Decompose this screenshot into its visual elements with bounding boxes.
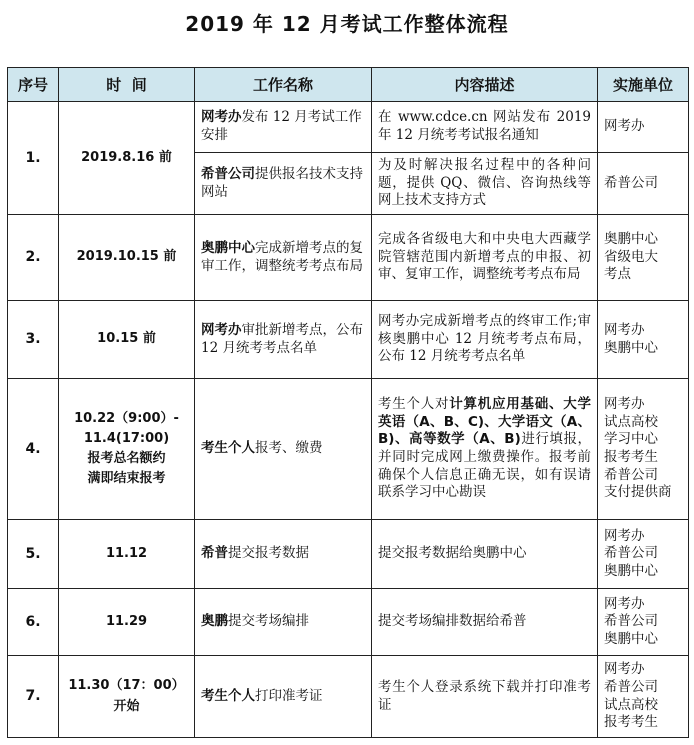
row-unit: 网考办 希普公司 奥鹏中心 [598,589,689,656]
desc-text: 进行填报，并同时完成网上缴费操作。报考前确保个人信息正确无误，如有误请联系学习中心勘误 [378,431,592,501]
table-row [8,656,689,738]
row-time [59,656,195,738]
row-time: 2019.8.16 前 [59,102,195,215]
work-actor: 考生个人 [201,440,255,457]
table-row [8,520,689,589]
work-text: 完成新增考点的复审工作，调整统考考点布局 [201,239,363,274]
row-work [195,520,372,589]
row-unit: 希普公司 [598,153,689,215]
row-desc [372,379,598,520]
row-time [59,379,195,520]
row-desc: 提交考场编排数据给希普 [372,589,598,656]
row-unit: 网考办 希普公司 试点高校 报考考生 [598,656,689,738]
work-text: 报考、缴费 [255,440,323,457]
row-number: 4. [8,379,59,520]
row-unit: 奥鹏中心 省级电大 考点 [598,215,689,301]
row-number: 2. [8,215,59,301]
header-desc: 内容描述 [372,68,598,102]
work-text: 提交考场编排 [228,613,309,630]
table-header-row [8,68,689,102]
row-number: 6. [8,589,59,656]
work-text: 提供报名技术支持网站 [201,165,363,200]
work-actor: 网考办 [201,109,242,126]
row-desc: 提交报考数据给奥鹏中心 [372,520,598,589]
row-time: 2019.10.15 前 [59,215,195,301]
work-text: 打印准考证 [255,687,323,704]
row-desc: 考生个人登录系统下载并打印准考证 [372,656,598,738]
table-row [8,215,689,301]
work-text: 提交报考数据 [228,545,309,562]
row-unit: 网考办 试点高校 学习中心 报考考生 希普公司 支付提供商 [598,379,689,520]
time-line: 10.22（9:00）- [74,410,179,426]
header-time: 时 间 [59,68,195,102]
desc-text: 考生个人对 [378,396,450,413]
work-actor: 网考办 [201,321,242,338]
work-actor: 奥鹏 [201,613,228,630]
row-number: 5. [8,520,59,589]
process-table [7,67,689,738]
row-desc: 网考办完成新增考点的终审工作;审核奥鹏中心 12 月统考考点布局，公布 12 月统考考点名单 [372,301,598,379]
row-work [195,102,372,153]
work-text: 发布 12 月考试工作安排 [201,109,362,143]
row-desc: 完成各省级电大和中央电大西藏学院管辖范围内新增考点的申报、初审、复审工作，调整统考考点布局 [372,215,598,301]
row-number: 3. [8,301,59,379]
row-number: 1. [8,102,59,215]
row-work [195,656,372,738]
table-row [8,589,689,656]
row-work [195,153,372,215]
header-unit: 实施单位 [598,68,689,102]
work-actor: 奥鹏中心 [201,239,255,256]
work-actor: 考生个人 [201,687,255,704]
row-time: 10.15 前 [59,301,195,379]
work-actor: 希普 [201,545,228,562]
work-text: 审批新增考点，公布 12 月统考考点名单 [201,321,363,356]
time-line: 报考总名额约 [87,451,166,466]
time-line: 开始 [113,698,140,714]
row-desc: 为及时解决报名过程中的各种问题，提供 QQ、微信、咨询热线等网上技术支持方式 [372,153,598,215]
table-row [8,379,689,520]
row-unit: 网考办 奥鹏中心 [598,301,689,379]
row-work [195,379,372,520]
header-no: 序号 [8,68,59,102]
row-time: 11.29 [59,589,195,656]
row-desc: 在 www.cdce.cn 网站发布 2019 年 12 月统考考试报名通知 [372,102,598,153]
table-row [8,301,689,379]
row-time: 11.12 [59,520,195,589]
row-work [195,301,372,379]
page-title: 2019 年 12 月考试工作整体流程 [185,12,509,36]
row-number: 7. [8,656,59,738]
row-unit: 网考办 [598,102,689,153]
row-work [195,215,372,301]
header-work: 工作名称 [195,68,372,102]
table-row [8,102,689,153]
desc-subjects: 计算机应用基础、大学英语（A、B、C)、大学语文（A、B)、高等数学（A、B) [378,396,591,448]
time-line: 11.30（17：00） [68,678,185,694]
time-line: 11.4(17:00) [83,430,170,446]
work-actor: 希普公司 [201,165,255,182]
time-line: 满即结束报考 [87,471,166,487]
row-work [195,589,372,656]
row-unit: 网考办 希普公司 奥鹏中心 [598,520,689,589]
